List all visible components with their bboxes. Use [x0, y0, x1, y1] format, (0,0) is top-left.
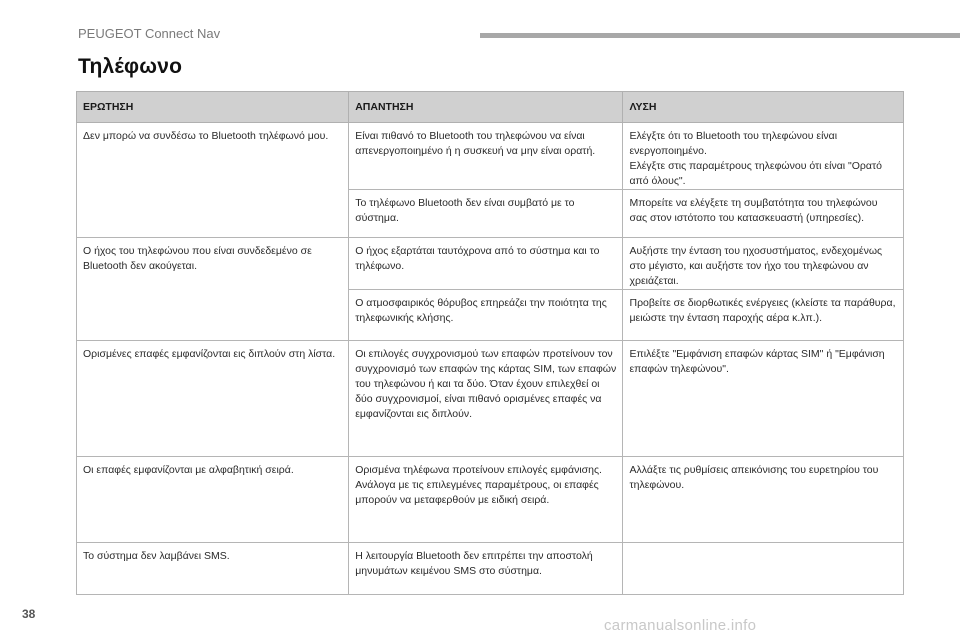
answer-cell: Ο ατμοσφαιρικός θόρυβος επηρεάζει την ποιότητα της τηλεφωνικής κλήσης.: [349, 290, 623, 341]
table-header-row: [77, 92, 904, 123]
solution-cell: Επιλέξτε "Εμφάνιση επαφών κάρτας SIM" ή "Εμφάνιση επαφών τηλεφώνου".: [623, 341, 904, 457]
watermark: carmanualsonline.info: [604, 617, 757, 634]
answer-cell: Το τηλέφωνο Bluetooth δεν είναι συμβατό με το σύστημα.: [349, 190, 623, 238]
table-row: [77, 341, 904, 457]
solution-cell: Μπορείτε να ελέγξετε τη συμβατότητα του τηλεφώνου σας στον ιστότοπο του κατασκευαστή (υπηρεσίες).: [623, 190, 904, 238]
header-answer: ΑΠΑΝΤΗΣΗ: [349, 92, 623, 123]
answer-cell: Είναι πιθανό το Bluetooth του τηλεφώνου να είναι απενεργοποιημένο ή η συσκευή να μην είναι ορατή.: [349, 123, 623, 190]
solution-cell: Αλλάξτε τις ρυθμίσεις απεικόνισης του ευρετηρίου του τηλεφώνου.: [623, 457, 904, 543]
table-row: [77, 238, 904, 290]
question-cell: Ορισμένες επαφές εμφανίζονται εις διπλούν στη λίστα.: [77, 341, 349, 457]
question-cell: Ο ήχος του τηλεφώνου που είναι συνδεδεμένο σε Bluetooth δεν ακούγεται.: [77, 238, 349, 341]
answer-cell: Ο ήχος εξαρτάται ταυτόχρονα από το σύστημα και το τηλέφωνο.: [349, 238, 623, 290]
page-title: Τηλέφωνο: [78, 55, 183, 78]
header-rule: [480, 33, 960, 38]
solution-cell: Αυξήστε την ένταση του ηχοσυστήματος, ενδεχομένως στο μέγιστο, και αυξήστε τον ήχο του τηλεφώνου αν χρειάζεται.: [623, 238, 904, 290]
question-cell: Οι επαφές εμφανίζονται με αλφαβητική σειρά.: [77, 457, 349, 543]
solution-cell: Προβείτε σε διορθωτικές ενέργειες (κλείστε τα παράθυρα, μειώστε την ένταση παροχής αέρα κ.λπ.).: [623, 290, 904, 341]
solution-cell: Ελέγξτε ότι το Bluetooth του τηλεφώνου είναι ενεργοποιημένο. Ελέγξτε στις παραμέτρους τηλεφώνου ότι είναι "Ορατό από όλους".: [623, 123, 904, 190]
table-row: [77, 543, 904, 595]
answer-cell: Η λειτουργία Bluetooth δεν επιτρέπει την αποστολή μηνυμάτων κειμένου SMS στο σύστημα.: [349, 543, 623, 595]
header-brand: PEUGEOT Connect Nav: [78, 26, 221, 41]
answer-cell: Ορισμένα τηλέφωνα προτείνουν επιλογές εμφάνισης. Ανάλογα με τις επιλεγμένες παραμέτρους, οι επαφές μπορούν να μεταφερθούν με ειδική σειρά.: [349, 457, 623, 543]
page-number: 38: [22, 607, 36, 621]
faq-table: [76, 91, 904, 595]
question-cell: Το σύστημα δεν λαμβάνει SMS.: [77, 543, 349, 595]
answer-cell: Οι επιλογές συγχρονισμού των επαφών προτείνουν τον συγχρονισμό των επαφών της κάρτας SIM, των επαφών του τηλεφώνου ή και τα δύο. Όταν έχουν επιλεχθεί οι δύο συγχρονισμοί, είναι πιθανό ορισμένες επαφές να εμφανίζονται εις διπλούν.: [349, 341, 623, 457]
header-solution: ΛΥΣΗ: [623, 92, 904, 123]
header-question: ΕΡΩΤΗΣΗ: [77, 92, 349, 123]
question-cell: Δεν μπορώ να συνδέσω το Bluetooth τηλέφωνό μου.: [77, 123, 349, 238]
solution-cell: [623, 543, 904, 595]
table-row: [77, 457, 904, 543]
table-row: [77, 123, 904, 190]
